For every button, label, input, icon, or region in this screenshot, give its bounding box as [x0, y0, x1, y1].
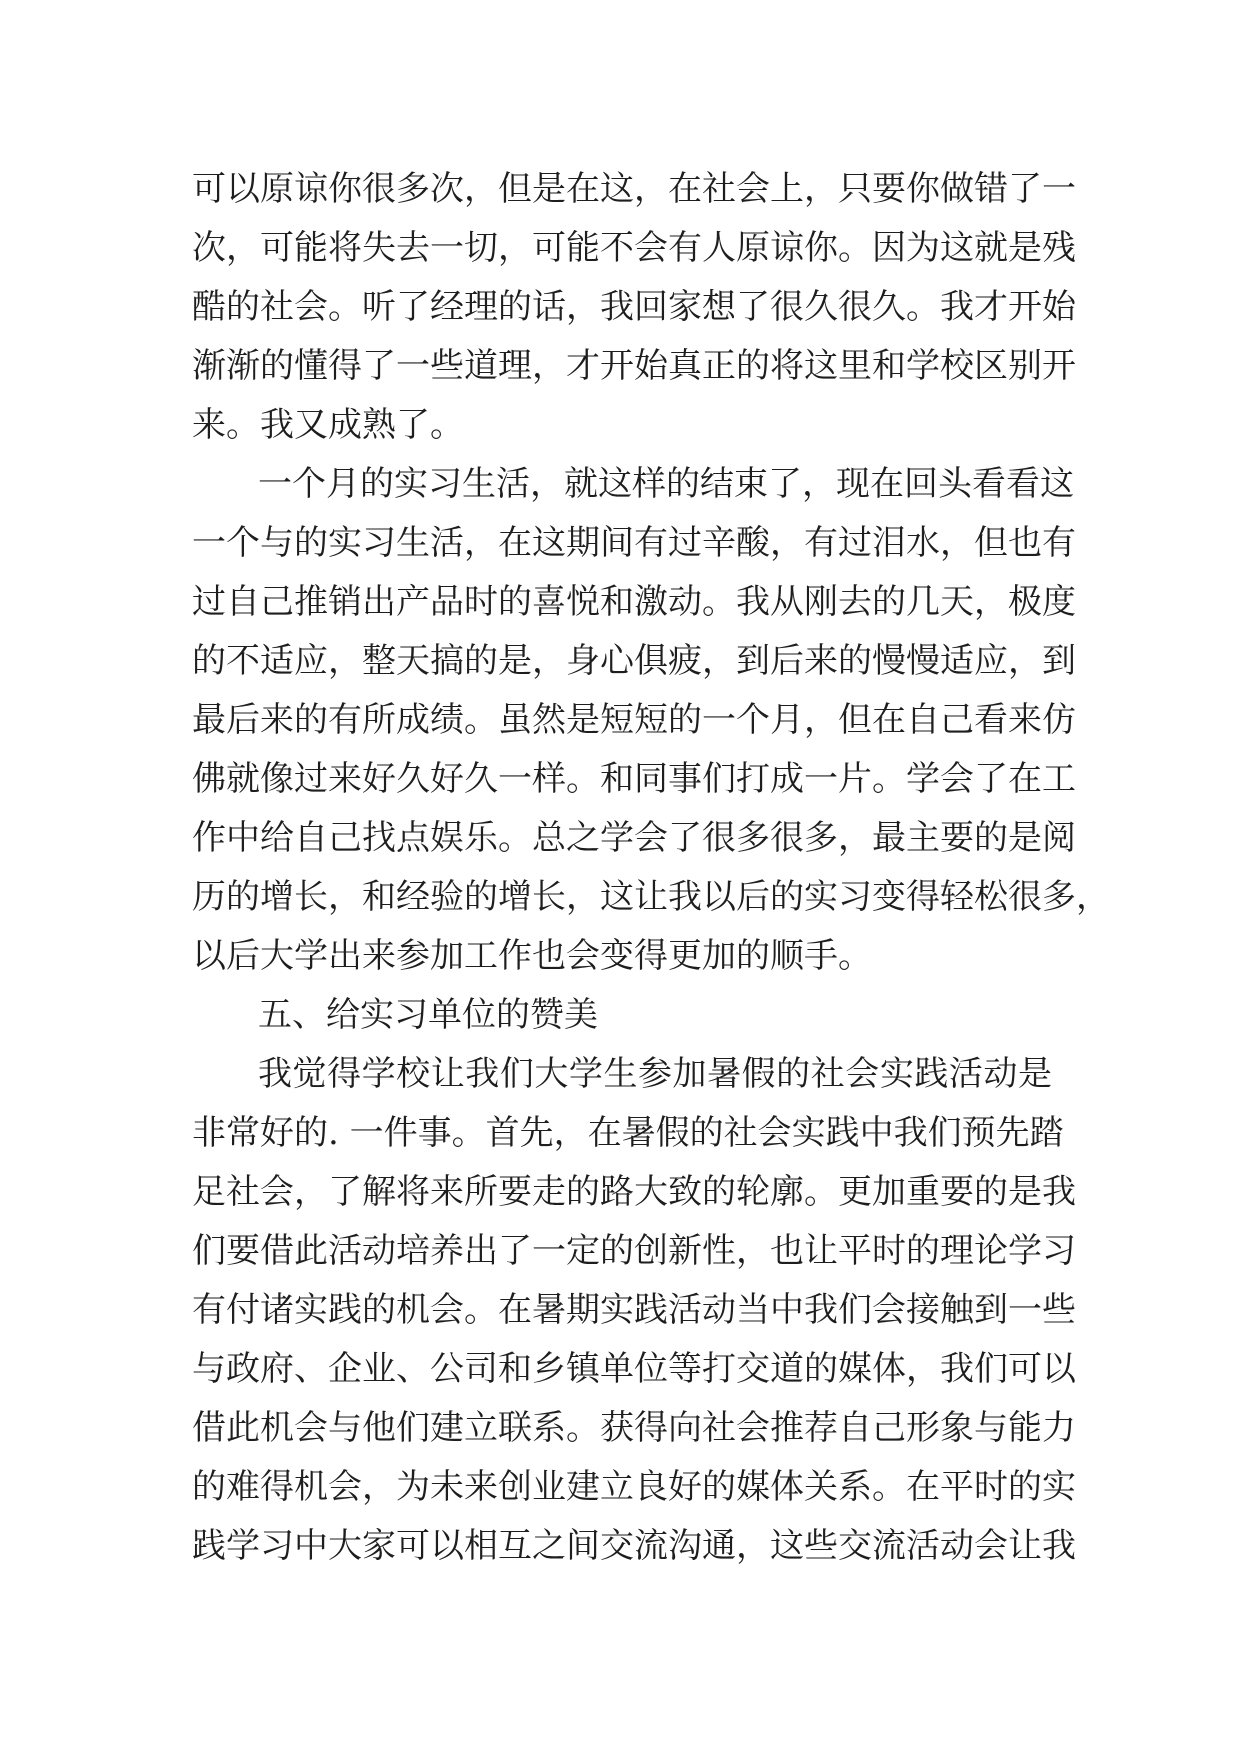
text-line: 过自己推销出产品时的喜悦和激动。我从刚去的几天，极度 — [192, 582, 1076, 622]
text-line: 足社会，了解将来所要走的路大致的轮廓。更加重要的是我 — [192, 1172, 1076, 1212]
text-line: 佛就像过来好久好久一样。和同事们打成一片。学会了在工 — [192, 759, 1076, 799]
section-heading: 五、给实习单位的赞美 — [258, 995, 598, 1035]
text-line: 历的增长，和经验的增长，这让我以后的实习变得轻松很多， — [192, 877, 1110, 917]
text-line: 有付诸实践的机会。在暑期实践活动当中我们会接触到一些 — [192, 1290, 1076, 1330]
text-line: 非常好的. 一件事。首先，在暑假的社会实践中我们预先踏 — [192, 1113, 1064, 1153]
text-line: 来。我又成熟了。 — [192, 405, 464, 445]
text-line: 一个月的实习生活，就这样的结束了，现在回头看看这 — [258, 464, 1074, 504]
text-line: 践学习中大家可以相互之间交流沟通，这些交流活动会让我 — [192, 1526, 1076, 1566]
text-line: 最后来的有所成绩。虽然是短短的一个月，但在自己看来仿 — [192, 700, 1076, 740]
text-line: 的不适应，整天搞的是，身心俱疲，到后来的慢慢适应，到 — [192, 641, 1076, 681]
text-line: 与政府、企业、公司和乡镇单位等打交道的媒体，我们可以 — [192, 1349, 1076, 1389]
text-line: 我觉得学校让我们大学生参加暑假的社会实践活动是 — [258, 1054, 1052, 1094]
text-line: 以后大学出来参加工作也会变得更加的顺手。 — [192, 936, 872, 976]
text-line: 一个与的实习生活，在这期间有过辛酸，有过泪水，但也有 — [192, 523, 1076, 563]
text-line: 借此机会与他们建立联系。获得向社会推荐自己形象与能力 — [192, 1408, 1076, 1448]
text-line: 作中给自己找点娱乐。总之学会了很多很多，最主要的是阅 — [192, 818, 1076, 858]
text-line: 酷的社会。听了经理的话，我回家想了很久很久。我才开始 — [192, 287, 1076, 327]
text-line: 可以原谅你很多次，但是在这，在社会上，只要你做错了一 — [192, 169, 1076, 209]
text-line: 渐渐的懂得了一些道理，才开始真正的将这里和学校区别开 — [192, 346, 1076, 386]
body-text — [192, 160, 1110, 1576]
text-line: 的难得机会，为未来创业建立良好的媒体关系。在平时的实 — [192, 1467, 1076, 1507]
text-line: 次，可能将失去一切，可能不会有人原谅你。因为这就是残 — [192, 228, 1076, 268]
text-line: 们要借此活动培养出了一定的创新性，也让平时的理论学习 — [192, 1231, 1076, 1271]
